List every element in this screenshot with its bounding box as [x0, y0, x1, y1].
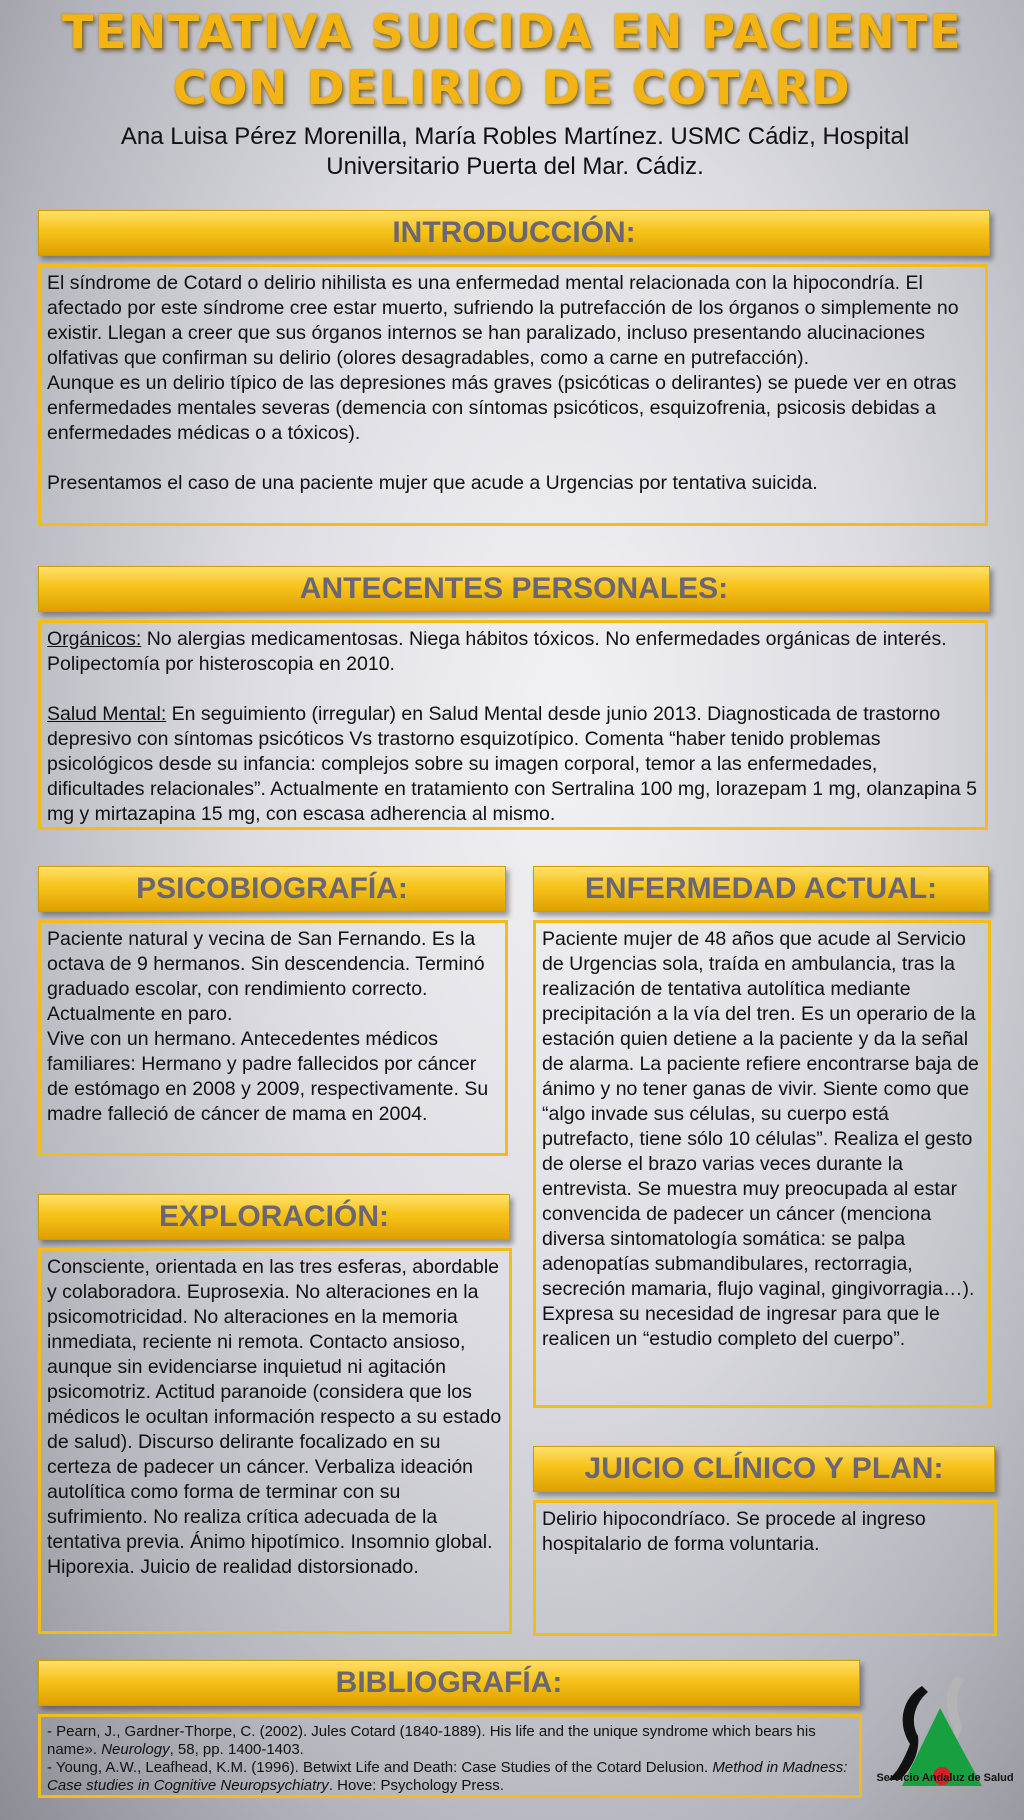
- psicobiografia-paragraph-1: Paciente natural y vecina de San Fernando. Es la octava de 9 hermanos. Sin descendencia. Terminó graduado escolar, con rendimiento correcto. Actualmente en paro.: [47, 928, 485, 1025]
- psicobiografia-paragraph-2: Vive con un hermano. Antecedentes médicos familiares: Hermano y padre fallecidos por cáncer de estómago en 2008 y 2009, respectivamente. Su madre falleció de cáncer de mama en 2004.: [47, 1028, 489, 1125]
- authors-line-1: Ana Luisa Pérez Morenilla, María Robles Martínez. USMC Cádiz, Hospital: [120, 123, 910, 150]
- juicio-text: Delirio hipocondríaco. Se procede al ingreso hospitalario de forma voluntaria.: [542, 1508, 926, 1555]
- logo-text: Servicio Andaluz de Salud: [876, 1772, 1014, 1784]
- salud-mental-paragraph: [47, 702, 979, 827]
- salud-mental-text: En seguimiento (irregular) en Salud Mental desde junio 2013. Diagnosticada de trastorno depresivo con síntomas psicóticos Vs trastorno esquizotípico. Comenta “haber tenido problemas psicológicos desde su infancia: complejos sobre su imagen corporal, temor a las enfermedades, dificultades relacionales”. Actualmente en tratamiento con Sertralina 100 mg, lorazepam 1 mg, olanzapina 5 mg y mirtazapina 15 mg, con escasa adherencia al mismo.: [47, 703, 978, 825]
- poster-title: [0, 4, 1024, 116]
- exploracion-text: Consciente, orientada en las tres esferas, abordable y colaboradora. Euprosexia. No alteraciones en la psicomotricidad. No alteraciones en la memoria inmediata, reciente ni remota. Contacto ansioso, aunque sin evidenciarse inquietud ni agitación psicomotriz. Actitud paranoide (considera que los médicos le ocultan información respecto a su estado de salud). Discurso delirante focalizado en su certeza de padecer un cáncer. Verbaliza ideación autolítica como forma de terminar con su sufrimiento. No realiza crítica adecuada de la tentativa previa. Ánimo hipotímico. Insomnio global. Hiporexia. Juicio de realidad distorsionado.: [47, 1256, 502, 1578]
- antecedentes-box: [38, 620, 988, 830]
- exploracion-box: [38, 1248, 512, 1634]
- psicobiografia-box: [38, 920, 508, 1156]
- authors: [90, 122, 940, 182]
- salud-mental-label: Salud Mental:: [47, 703, 167, 725]
- exploracion-heading: EXPLORACIÓN:: [38, 1194, 510, 1240]
- title-line-2: CON DELIRIO DE COTARD: [172, 61, 852, 115]
- introduccion-paragraph-2: Aunque es un delirio típico de las depresiones más graves (psicóticas o delirantes) se puede ver en otras enfermedades mentales severas (demencia con síntomas psicóticos, esquizofrenia, psicosis debidas a enfermedades médicas o a tóxicos).: [47, 372, 957, 444]
- introduccion-paragraph-1: El síndrome de Cotard o delirio nihilista es una enfermedad mental relacionada con la hipocondría. El afectado por este síndrome cree estar muerto, sufriendo la putrefacción de los órganos o simplemente no existir. Llegan a creer que sus órganos internos se han paralizado, incluso presentando alucinaciones olfativas que confirman su delirio (olores desagradables, como a carne en putrefacción).: [47, 272, 959, 369]
- reference-1-pages: , 58, pp. 1400-1403.: [169, 1741, 304, 1758]
- antecedentes-heading: ANTECENTES PERSONALES:: [38, 566, 990, 612]
- introduccion-heading: INTRODUCCIÓN:: [38, 210, 990, 256]
- introduccion-box: [38, 264, 988, 526]
- enfermedad-heading: ENFERMEDAD ACTUAL:: [533, 866, 989, 912]
- reference-2-book: Method in Madness: Case studies in Cognitive Neuropsychiatry: [47, 1759, 848, 1794]
- reference-1-journal: Neurology: [101, 1741, 170, 1758]
- authors-line-2: Universitario Puerta del Mar. Cádiz.: [326, 153, 704, 180]
- reference-2-publisher: . Hove: Psychology Press.: [328, 1777, 504, 1794]
- psicobiografia-heading: PSICOBIOGRAFÍA:: [38, 866, 506, 912]
- juicio-heading: JUICIO CLÍNICO Y PLAN:: [533, 1446, 995, 1492]
- bibliografia-box: [38, 1714, 862, 1798]
- enfermedad-text: Paciente mujer de 48 años que acude al Servicio de Urgencias sola, traída en ambulancia, tras la realización de tentativa autolítica mediante precipitación a la vía del tren. Es un operario de la estación quien detiene a la paciente y da la señal de alarma. La paciente refiere encontrarse baja de ánimo y no tener ganas de vivir. Siente como que “algo invade sus células, su cuerpo está putrefacto, tiene sólo 10 células”. Realiza el gesto de olerse el brazo varias veces durante la entrevista. Se muestra muy preocupada al estar convencida de padecer un cáncer (menciona diversa sintomatología somática: se palpa adenopatías submandibulares, rectorragia, secreción mamaria, flujo vaginal, gingivorragia…). Expresa su necesidad de ingresar para que le realicen un “estudio completo del cuerpo”.: [542, 928, 979, 1350]
- reference-2-text: - Young, A.W., Leafhead, K.M. (1996). Betwixt Life and Death: Case Studies of the Cotard Delusion.: [47, 1759, 713, 1776]
- reference-1: [47, 1723, 853, 1759]
- organicos-paragraph: [47, 627, 979, 677]
- introduccion-paragraph-3: Presentamos el caso de una paciente mujer que acude a Urgencias por tentativa suicida.: [47, 472, 818, 494]
- title-line-1: TENTATIVA SUICIDA EN PACIENTE: [61, 5, 963, 59]
- organicos-text: No alergias medicamentosas. Niega hábitos tóxicos. No enfermedades orgánicas de interés. Polipectomía por histeroscopia en 2010.: [47, 628, 947, 675]
- reference-1-text: - Pearn, J., Gardner-Thorpe, C. (2002). Jules Cotard (1840-1889). His life and the unique syndrome which bears his name».: [47, 1723, 816, 1758]
- organicos-label: Orgánicos:: [47, 628, 142, 650]
- reference-2: [47, 1759, 853, 1795]
- enfermedad-box: [533, 920, 991, 1408]
- bibliografia-heading: BIBLIOGRAFÍA:: [38, 1660, 860, 1706]
- juicio-box: [533, 1500, 997, 1636]
